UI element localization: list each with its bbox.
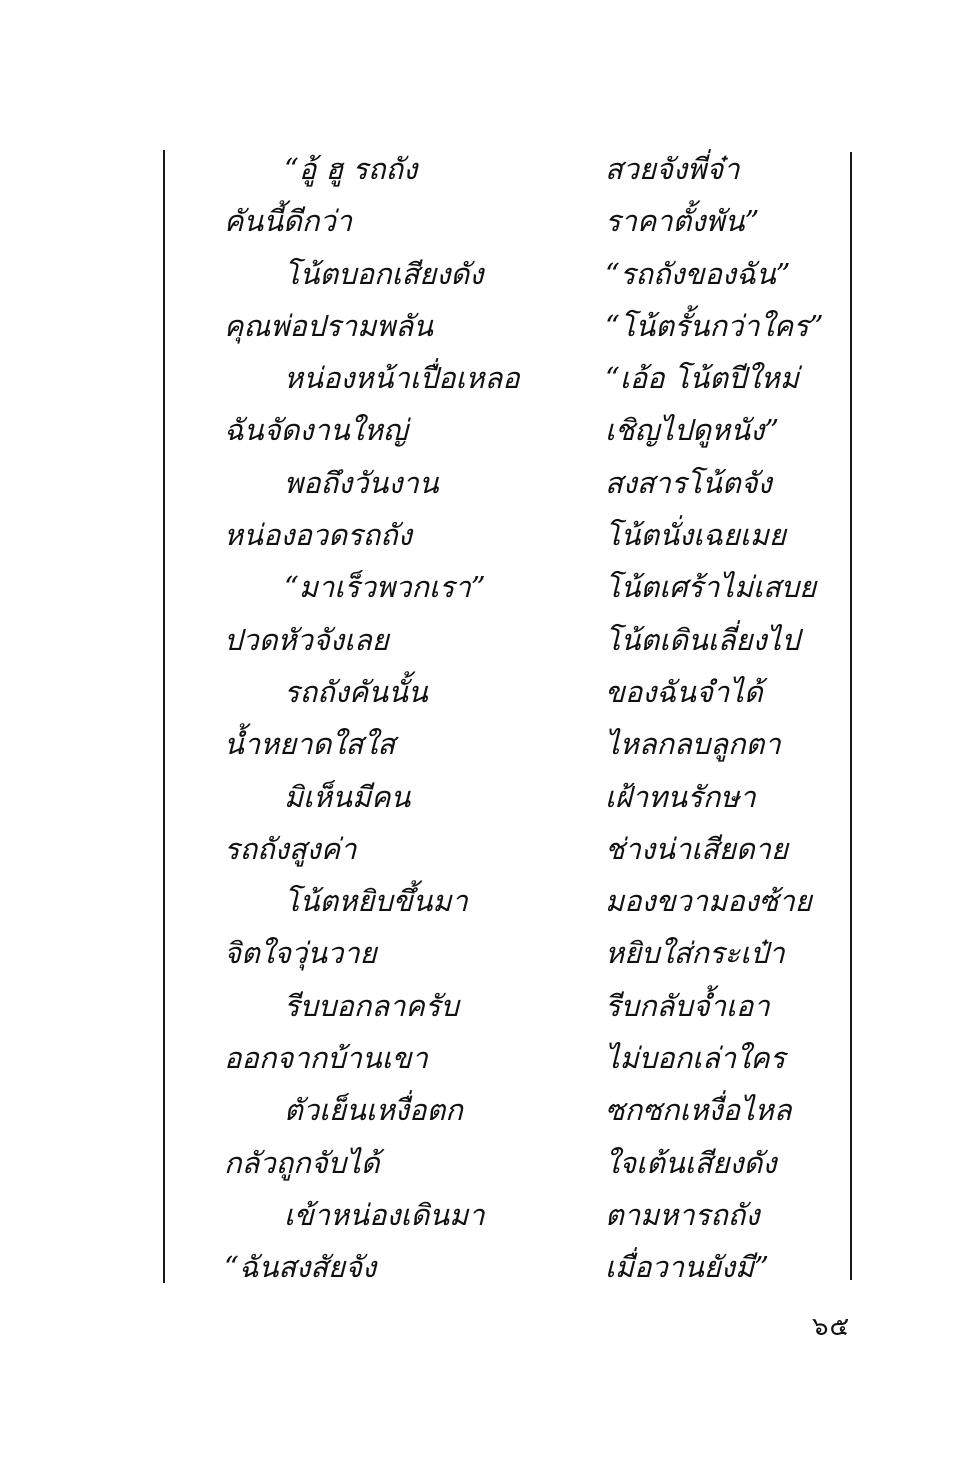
verse-line-first-half: ตัวเย็นเหงื่อตก	[284, 1093, 463, 1128]
verse-line-first-half: “ฉันสงสัยจัง	[224, 1250, 377, 1285]
verse-line	[0, 927, 956, 979]
verse-line-first-half: คันนี้ดีกว่า	[224, 204, 353, 239]
verse-line	[0, 143, 956, 195]
verse-line	[0, 300, 956, 352]
verse-line	[0, 1084, 956, 1136]
verse-line-first-half: โน้ตหยิบขึ้นมา	[284, 884, 468, 919]
verse-line-first-half: “อู้ ฮู รถถัง	[284, 152, 418, 186]
verse-line-first-half: คุณพ่อปรามพลัน	[224, 308, 433, 343]
verse-line	[0, 561, 956, 613]
verse-line-first-half: รีบบอกลาครับ	[284, 988, 459, 1023]
verse-line-first-half: หน่องอวดรถถัง	[224, 518, 412, 553]
verse-line	[0, 352, 956, 404]
verse-line	[0, 1241, 956, 1293]
verse-line	[0, 457, 956, 509]
verse-line-second-half: “เอ้อ โน้ตปีใหม่	[605, 361, 799, 396]
verse-line-second-half: ของฉันจำได้	[605, 674, 763, 709]
verse-line-first-half: มิเห็นมีคน	[284, 779, 411, 814]
verse-line	[0, 771, 956, 823]
page-number: ๖๕	[812, 1312, 851, 1342]
verse-line-first-half: พอถึงวันงาน	[284, 465, 439, 500]
verse-line-second-half: เชิญไปดูหนัง”	[605, 413, 780, 448]
verse-line	[0, 614, 956, 666]
verse-line-first-half: น้ำหยาดใสใส	[224, 727, 396, 762]
verse-line-first-half: รถถังคันนั้น	[284, 674, 428, 709]
verse-line-second-half: โน้ตเดินเลี่ยงไป	[605, 622, 800, 657]
verse-line-second-half: หยิบใส่กระเป๋า	[605, 936, 785, 971]
poem-verse-list	[0, 143, 956, 1294]
verse-line	[0, 823, 956, 875]
verse-line	[0, 404, 956, 456]
verse-line-second-half: ใจเต้นเสียงดัง	[605, 1145, 777, 1180]
verse-line-first-half: เข้าหน่องเดินมา	[284, 1197, 485, 1232]
verse-line-first-half: ฉันจัดงานใหญ่	[224, 413, 408, 448]
verse-line-second-half: เมื่อวานยังมี”	[605, 1250, 769, 1285]
verse-line	[0, 1032, 956, 1084]
verse-line-second-half: ราคาตั้งพัน”	[605, 204, 760, 239]
verse-line-second-half: มองขวามองซ้าย	[605, 884, 812, 919]
verse-line-second-half: ไม่บอกเล่าใคร	[605, 1041, 786, 1076]
verse-line-second-half: ซกซกเหงื่อไหล	[605, 1093, 792, 1128]
verse-line-second-half: ตามหารถถัง	[605, 1197, 760, 1232]
verse-line-second-half: รีบกลับจ้ำเอา	[605, 988, 770, 1023]
verse-line-second-half: สวยจังพี่จ๋า	[605, 152, 740, 186]
verse-line-first-half: “มาเร็วพวกเรา”	[284, 570, 486, 605]
verse-line	[0, 248, 956, 300]
verse-line-second-half: “รถถังของฉัน”	[605, 256, 791, 291]
verse-line-second-half: โน้ตเศร้าไม่เสบย	[605, 570, 817, 605]
verse-line	[0, 980, 956, 1032]
verse-line-first-half: ออกจากบ้านเขา	[224, 1041, 428, 1076]
verse-line-first-half: โน้ตบอกเสียงดัง	[284, 256, 484, 291]
verse-line-second-half: ช่างน่าเสียดาย	[605, 831, 788, 866]
verse-line-first-half: กลัวถูกจับได้	[224, 1145, 380, 1180]
verse-line-first-half: รถถังสูงค่า	[224, 831, 357, 866]
verse-line	[0, 875, 956, 927]
verse-line	[0, 666, 956, 718]
verse-line	[0, 718, 956, 770]
verse-line	[0, 509, 956, 561]
verse-line	[0, 195, 956, 247]
verse-line-second-half: โน้ตนั่งเฉยเมย	[605, 518, 786, 553]
verse-line-first-half: จิตใจวุ่นวาย	[224, 936, 377, 971]
verse-line-second-half: เฝ้าทนรักษา	[605, 779, 756, 814]
verse-line-second-half: “โน้ตรั้นกว่าใคร”	[605, 308, 824, 343]
verse-line-first-half: ปวดหัวจังเลย	[224, 622, 389, 657]
verse-line	[0, 1189, 956, 1241]
verse-line-second-half: ไหลกลบลูกตา	[605, 727, 781, 762]
verse-line-first-half: หน่องหน้าเปื่อเหลอ	[284, 361, 520, 396]
verse-line	[0, 1137, 956, 1189]
verse-line-second-half: สงสารโน้ตจัง	[605, 465, 772, 500]
